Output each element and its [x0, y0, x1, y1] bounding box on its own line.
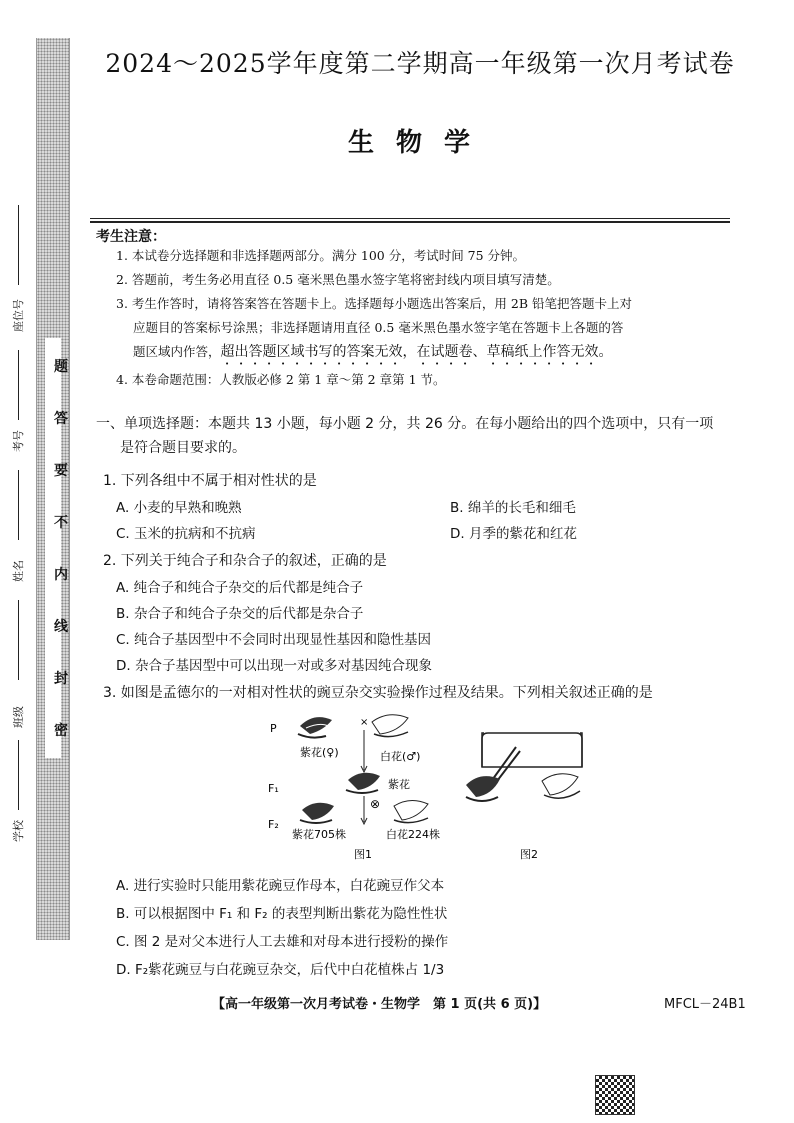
self-cross-symbol: ⊗ — [370, 797, 381, 811]
qr-code-icon — [595, 1075, 635, 1115]
option-a[interactable]: A. 纯合子和纯合子杂交的后代都是纯合子 — [116, 580, 364, 596]
seal-char: 答 — [54, 411, 68, 427]
f2-white-flower-icon — [394, 800, 428, 822]
exam-title: 2024～2025学年度第二学期高一年级第一次月考试卷 — [105, 49, 735, 78]
f2-label: F₂ — [268, 818, 279, 831]
page-footer: 【高一年级第一次月考试卷・生物学 第 1 页(共 6 页)】 — [212, 997, 547, 1012]
f2-white-label: 白花224株 — [386, 828, 440, 841]
name-label: 姓名 — [12, 560, 25, 582]
divider — [90, 218, 730, 219]
f1-label: F₁ — [268, 782, 279, 795]
notice-item: 3. 考生作答时，请将答案答在答题卡上。选择题每小题选出答案后，用 2B 铅笔把答题卡上对 — [116, 296, 632, 311]
f1-purple-flower-icon — [346, 773, 380, 793]
figure-1-caption: 图1 — [354, 848, 372, 860]
seat-number-label: 座位号 — [12, 299, 25, 332]
option-c[interactable]: C. 玉米的抗病和不抗病 — [116, 526, 256, 542]
notice-item-emphasis-line — [133, 340, 746, 368]
seal-char: 题 — [54, 359, 68, 375]
class-line[interactable] — [18, 600, 19, 680]
option-d[interactable]: D. F₂紫花豌豆与白花豌豆杂交，后代中白花植株占 1/3 — [116, 962, 445, 978]
section-heading-line: 是符合题目要求的。 — [120, 440, 246, 456]
seal-strip — [45, 338, 68, 758]
seal-char: 密 — [54, 723, 68, 739]
option-d[interactable]: D. 杂合子基因型中可以出现一对或多对基因纯合现象 — [116, 658, 432, 674]
seal-char: 封 — [54, 671, 68, 687]
seal-char: 要 — [54, 463, 68, 479]
option-c[interactable]: C. 图 2 是对父本进行人工去雄和对母本进行授粉的操作 — [116, 934, 449, 950]
white-flower-icon — [372, 715, 408, 737]
notice-emphasis: 超出答题区域书写的答案无效，在试题卷、草稿纸上作答无效。 — [220, 344, 613, 360]
p-label: P — [270, 722, 277, 735]
notice-item: 4. 本卷命题范围：人教版必修 2 第 1 章～第 2 章第 1 节。 — [116, 372, 446, 387]
seat-number-line[interactable] — [18, 205, 19, 285]
option-c[interactable]: C. 纯合子基因型中不会同时出现显性基因和隐性基因 — [116, 632, 432, 648]
school-label: 学校 — [12, 820, 25, 842]
option-b[interactable]: B. 可以根据图中 F₁ 和 F₂ 的表型判断出紫花为隐性性状 — [116, 906, 448, 922]
notice-item: 2. 答题前，考生务必用直径 0.5 毫米黑色墨水签字笔将密封线内项目填写清楚。 — [116, 272, 560, 287]
subject-title: 生物学 — [347, 128, 492, 158]
question-stem: 1. 下列各组中不属于相对性状的是 — [103, 473, 317, 489]
f2-purple-label: 紫花705株 — [292, 828, 346, 841]
class-label: 班级 — [12, 706, 25, 728]
figure-2-caption: 图2 — [520, 848, 538, 860]
option-a[interactable]: A. 进行实验时只能用紫花豌豆作母本，白花豌豆作父本 — [116, 878, 445, 894]
flower-right-icon — [542, 774, 580, 798]
question-stem: 2. 下列关于纯合子和杂合子的叙述，正确的是 — [103, 553, 387, 569]
option-b[interactable]: B. 绵羊的长毛和细毛 — [450, 500, 576, 516]
seal-char: 不 — [54, 515, 68, 531]
p-female-label: 紫花(♀) — [300, 746, 339, 759]
divider — [90, 221, 730, 223]
seal-char: 线 — [54, 619, 68, 635]
notice-item: 应题目的答案标号涂黑；非选择题请用直径 0.5 毫米黑色墨水签字笔在答题卡上各题的答 — [133, 320, 624, 335]
notice-item: 1. 本试卷分选择题和非选择题两部分。满分 100 分，考试时间 75 分钟。 — [116, 248, 526, 263]
purple-flower-icon — [298, 717, 332, 738]
f2-purple-flower-icon — [300, 803, 334, 823]
binding-margin — [36, 38, 70, 940]
section-heading — [96, 412, 746, 460]
f1-label-text: 紫花 — [388, 778, 410, 791]
exam-number-label: 考号 — [12, 430, 25, 452]
seal-char: 内 — [54, 567, 68, 583]
option-b[interactable]: B. 杂合子和纯合子杂交的后代都是杂合子 — [116, 606, 364, 622]
figure-1 — [262, 710, 462, 860]
question-stem: 3. 如图是孟德尔的一对相对性状的豌豆杂交实验操作过程及结果。下列相关叙述正确的是 — [103, 685, 653, 701]
option-d[interactable]: D. 月季的紫花和红花 — [450, 526, 577, 542]
notice-item: 题区域内作答， — [133, 344, 221, 359]
school-line[interactable] — [18, 740, 19, 810]
flower-left-icon — [466, 776, 500, 801]
notice-heading: 考生注意： — [96, 229, 166, 245]
cross-symbol: × — [360, 717, 369, 728]
option-a[interactable]: A. 小麦的早熟和晚熟 — [116, 500, 242, 516]
section-heading-line: 一、单项选择题：本题共 13 小题，每小题 2 分，共 26 分。在每小题给出的四个选项中，只有一项 — [96, 416, 714, 432]
p-male-label: 白花(♂) — [380, 750, 421, 763]
figure-2 — [462, 725, 602, 860]
name-line[interactable] — [18, 470, 19, 540]
paper-code: MFCL－24B1 — [664, 997, 746, 1012]
exam-number-line[interactable] — [18, 350, 19, 420]
